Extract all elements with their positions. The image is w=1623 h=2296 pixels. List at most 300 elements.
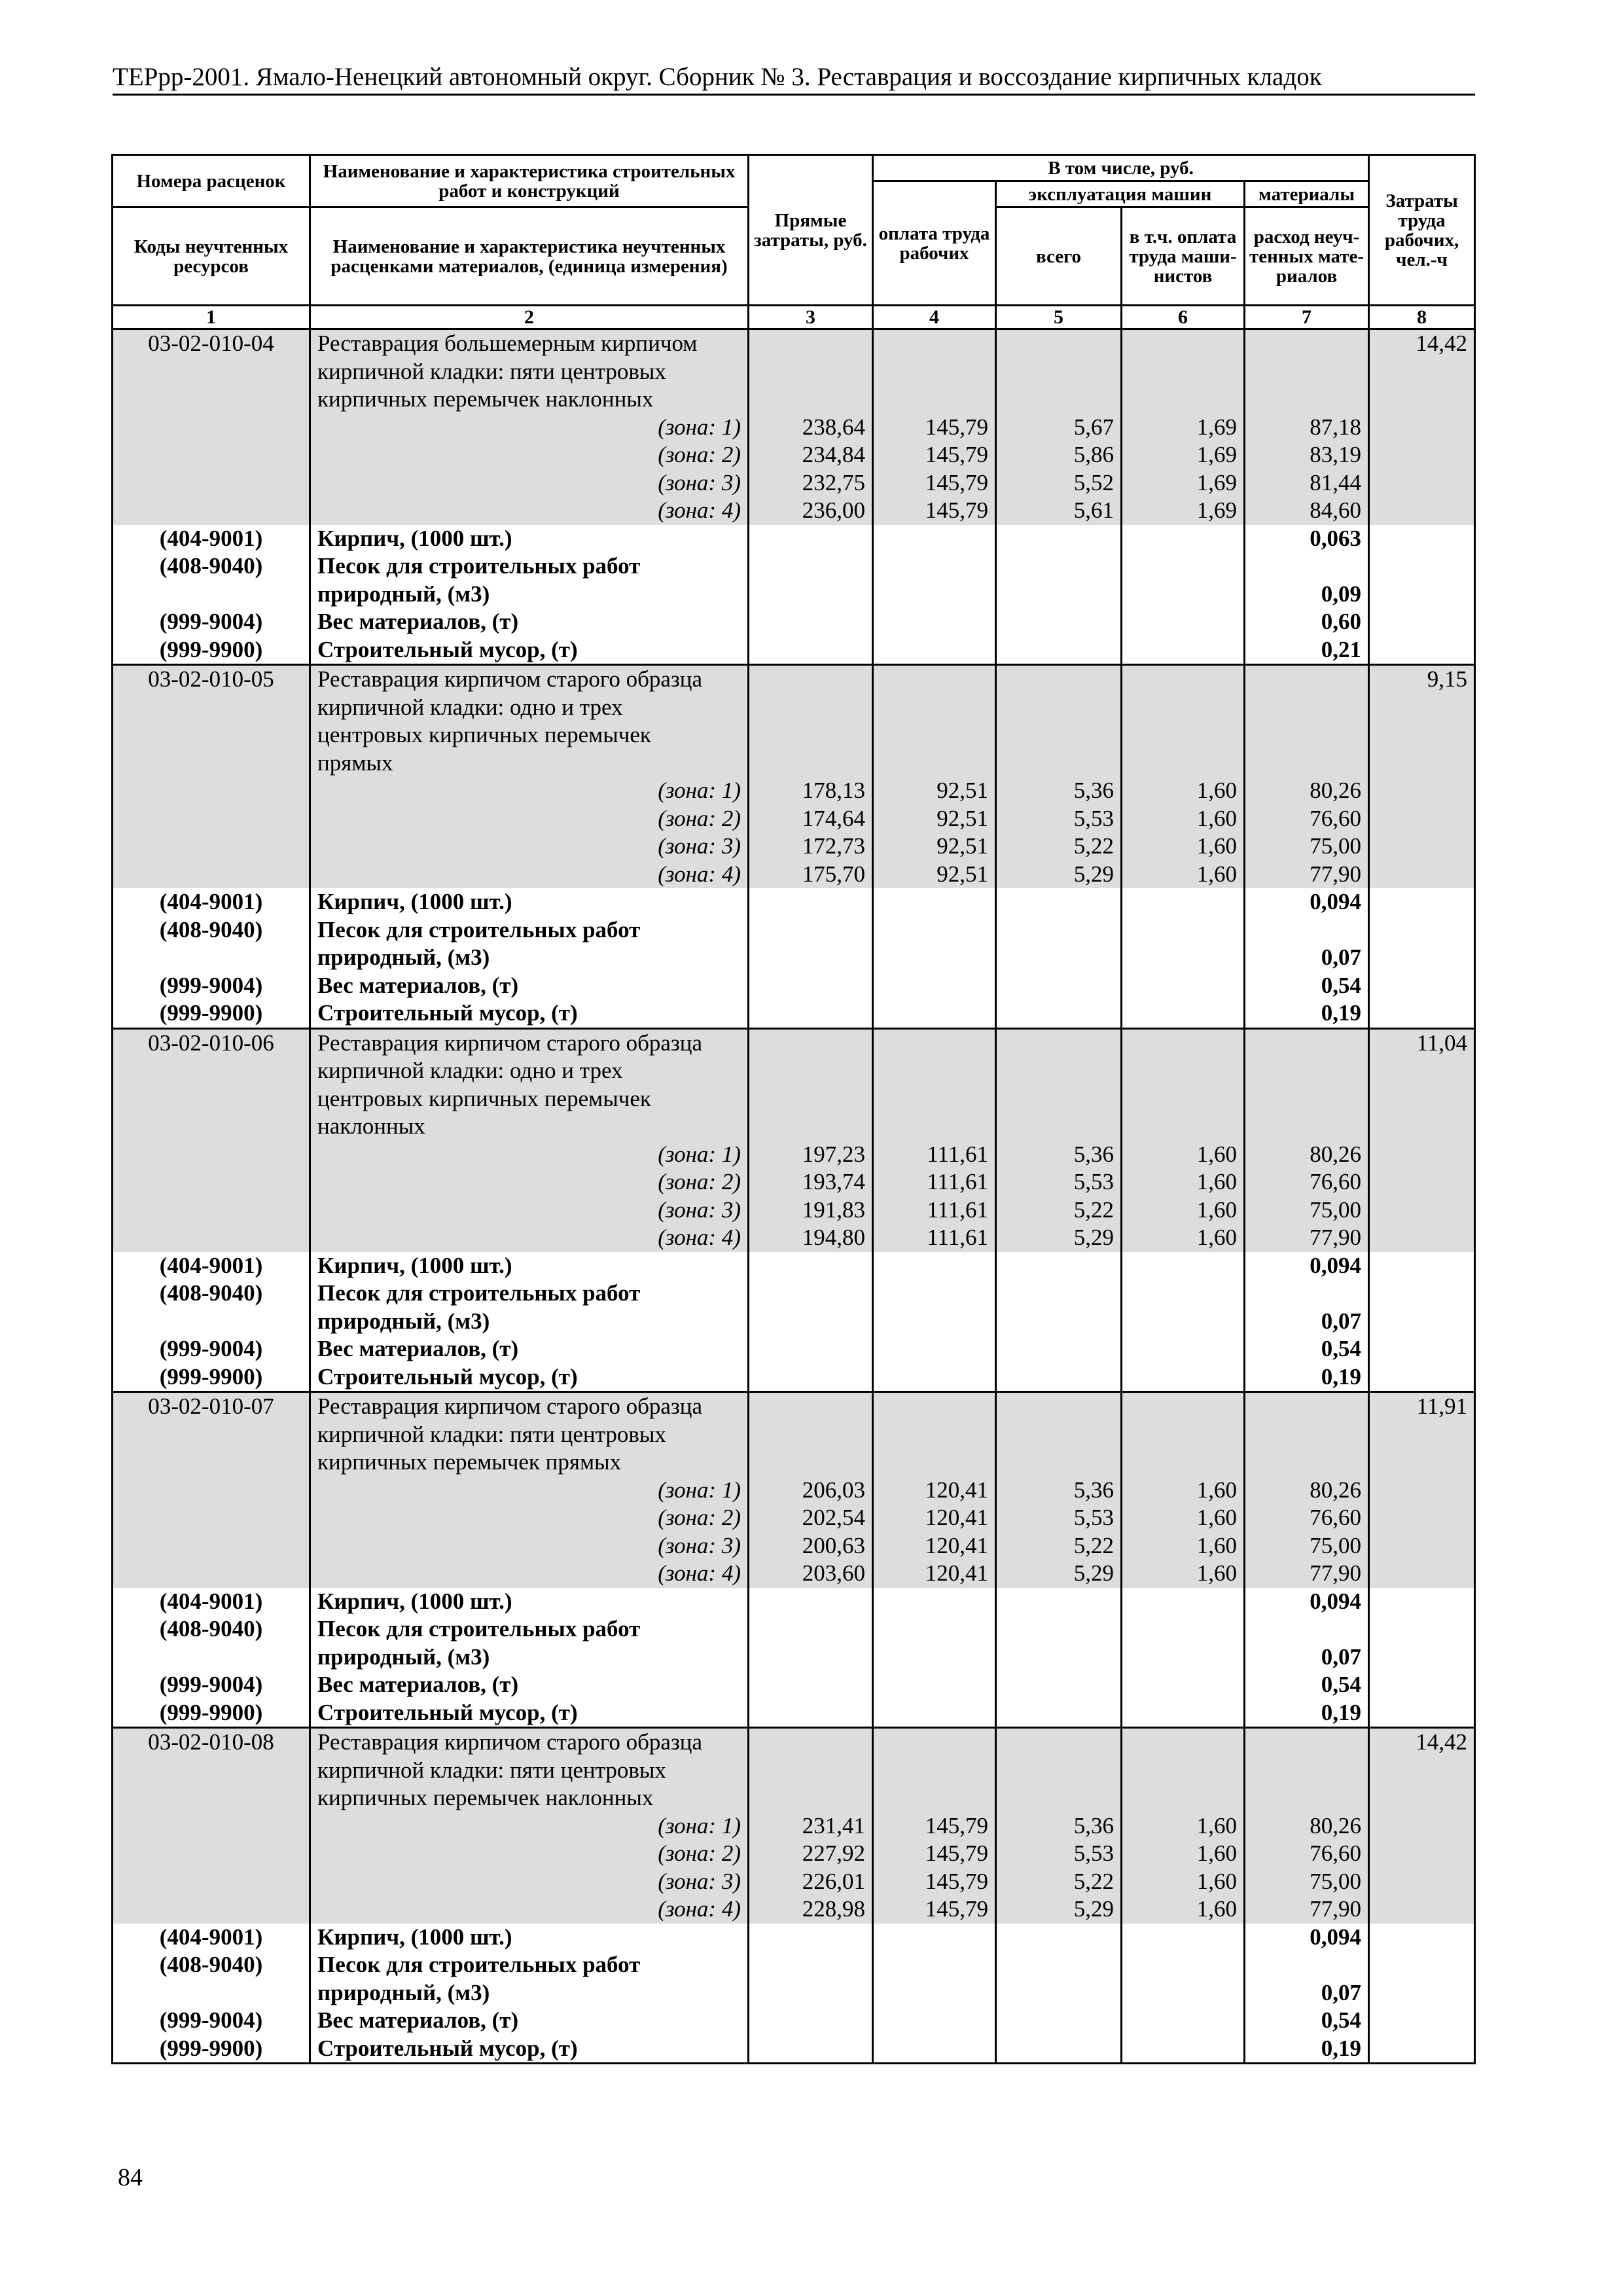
resource-name: Кирпич, (1000 шт.): [310, 1924, 749, 1952]
table-row: [113, 1308, 1475, 1336]
mach-wage-cell: [1122, 972, 1245, 1000]
table-row: [113, 916, 1475, 944]
table-row: [113, 1280, 1475, 1308]
mach-wage-cell: [1122, 2007, 1245, 2035]
wage-cell: [873, 1951, 996, 1979]
wage-cell: [873, 1363, 996, 1392]
table-row: [113, 1532, 1475, 1560]
wage-cell: 92,51: [873, 861, 996, 889]
direct-cost-cell: [749, 1028, 873, 1057]
wage-cell: 145,79: [873, 1868, 996, 1896]
zone-label: (зона: 1): [310, 1141, 749, 1169]
direct-cost-cell: 202,54: [749, 1504, 873, 1532]
direct-cost-cell: 174,64: [749, 805, 873, 833]
table-row: [113, 1421, 1475, 1449]
resource-code: (999-9900): [113, 999, 310, 1028]
rate-code: [113, 414, 310, 442]
materials-cell: 75,00: [1245, 1868, 1369, 1896]
rate-description: центровых кирпичных перемычек: [310, 721, 749, 749]
table-row: [113, 1560, 1475, 1588]
materials-cell: 83,19: [1245, 441, 1369, 469]
rate-code: [113, 694, 310, 722]
direct-cost-cell: 191,83: [749, 1196, 873, 1225]
materials-cell: [1245, 1085, 1369, 1113]
mach-wage-cell: [1122, 552, 1245, 581]
table-row: [113, 665, 1475, 694]
mach-wage-cell: 1,60: [1122, 1477, 1245, 1505]
labor-cost-cell: [1369, 1335, 1475, 1363]
labor-cost-cell: [1369, 414, 1475, 442]
labor-cost-cell: 11,91: [1369, 1392, 1475, 1421]
resource-qty: 0,19: [1245, 1363, 1369, 1392]
materials-cell: 75,00: [1245, 1532, 1369, 1560]
resource-code: (408-9040): [113, 1615, 310, 1643]
machines-cell: [996, 1699, 1122, 1728]
zone-label: (зона: 4): [310, 861, 749, 889]
rate-code: [113, 1560, 310, 1588]
labor-cost-cell: [1369, 1699, 1475, 1728]
machines-cell: [996, 1448, 1122, 1477]
rate-code: [113, 1840, 310, 1868]
direct-cost-cell: [749, 1784, 873, 1812]
resource-qty: [1245, 552, 1369, 581]
unaccounted-materials-header: расход неуч-тенных мате-риалов: [1245, 207, 1369, 306]
wage-cell: [873, 552, 996, 581]
labor-cost-cell: [1369, 777, 1475, 805]
labor-cost-cell: [1369, 581, 1475, 609]
resource-name: Вес материалов, (т): [310, 972, 749, 1000]
wage-cell: [873, 2007, 996, 2035]
mach-wage-cell: [1122, 694, 1245, 722]
machines-cell: [996, 888, 1122, 916]
materials-cell: 80,26: [1245, 1477, 1369, 1505]
labor-cost-cell: [1369, 1085, 1475, 1113]
resource-name: Строительный мусор, (т): [310, 1699, 749, 1728]
wage-cell: [873, 916, 996, 944]
machines-cell: 5,86: [996, 441, 1122, 469]
wage-cell: [873, 1308, 996, 1336]
rate-code: [113, 1868, 310, 1896]
resource-qty: 0,07: [1245, 944, 1369, 972]
mach-wage-cell: [1122, 358, 1245, 386]
machines-cell: [996, 1335, 1122, 1363]
mach-wage-cell: [1122, 1363, 1245, 1392]
machines-header: эксплуатация машин: [996, 181, 1245, 207]
wage-cell: [873, 721, 996, 749]
table-row: [113, 581, 1475, 609]
wage-cell: [873, 1057, 996, 1085]
materials-cell: 77,90: [1245, 861, 1369, 889]
rate-code: [113, 1057, 310, 1085]
wage-cell: 145,79: [873, 497, 996, 525]
resource-code: [113, 581, 310, 609]
labor-cost-cell: [1369, 1113, 1475, 1141]
labor-cost-cell: [1369, 749, 1475, 778]
materials-header: материалы: [1245, 181, 1369, 207]
zone-label: (зона: 3): [310, 1868, 749, 1896]
labor-cost-cell: [1369, 694, 1475, 722]
labor-cost-cell: [1369, 1532, 1475, 1560]
resource-qty: 0,54: [1245, 2007, 1369, 2035]
labor-cost-cell: [1369, 1141, 1475, 1169]
direct-cost-cell: [749, 1421, 873, 1449]
machines-cell: 5,22: [996, 1196, 1122, 1225]
mach-wage-cell: 1,60: [1122, 861, 1245, 889]
direct-cost-cell: [749, 749, 873, 778]
wage-cell: [873, 608, 996, 636]
mach-wage-cell: 1,60: [1122, 805, 1245, 833]
wage-cell: [873, 972, 996, 1000]
direct-cost-cell: 200,63: [749, 1532, 873, 1560]
labor-cost-cell: [1369, 888, 1475, 916]
labor-cost-cell: [1369, 358, 1475, 386]
col-number: 3: [749, 306, 873, 329]
table-row: [113, 414, 1475, 442]
machines-cell: 5,29: [996, 1895, 1122, 1924]
rate-description: наклонных: [310, 1113, 749, 1141]
mach-wage-cell: [1122, 1979, 1245, 2007]
mach-wage-cell: [1122, 1588, 1245, 1616]
mach-wage-cell: 1,60: [1122, 833, 1245, 861]
rate-description: прямых: [310, 749, 749, 778]
mach-wage-cell: [1122, 581, 1245, 609]
zone-label: (зона: 2): [310, 1168, 749, 1196]
direct-cost-cell: [749, 1335, 873, 1363]
rate-description: Реставрация кирпичом старого образца: [310, 665, 749, 694]
labor-cost-cell: [1369, 805, 1475, 833]
col1-top-header: Номера расценок: [113, 155, 310, 207]
rate-code: [113, 805, 310, 833]
rate-code: [113, 469, 310, 497]
labor-cost-cell: [1369, 1560, 1475, 1588]
labor-cost-cell: [1369, 1363, 1475, 1392]
labor-cost-cell: [1369, 1196, 1475, 1225]
table-row: [113, 1588, 1475, 1616]
resource-qty: 0,19: [1245, 1699, 1369, 1728]
direct-cost-cell: 203,60: [749, 1560, 873, 1588]
labor-cost-cell: [1369, 861, 1475, 889]
resource-name: Кирпич, (1000 шт.): [310, 525, 749, 553]
mach-wage-cell: 1,60: [1122, 1168, 1245, 1196]
labor-cost-cell: [1369, 441, 1475, 469]
direct-cost-cell: [749, 999, 873, 1028]
direct-cost-cell: [749, 358, 873, 386]
wage-cell: [873, 1728, 996, 1757]
rate-description: Реставрация кирпичом старого образца: [310, 1728, 749, 1757]
zone-label: (зона: 3): [310, 1532, 749, 1560]
resource-name: Вес материалов, (т): [310, 608, 749, 636]
machines-cell: [996, 1028, 1122, 1057]
labor-cost-cell: [1369, 721, 1475, 749]
wage-cell: 120,41: [873, 1560, 996, 1588]
resource-qty: 0,60: [1245, 608, 1369, 636]
table-row: [113, 1392, 1475, 1421]
table-row: [113, 1671, 1475, 1699]
zone-label: (зона: 1): [310, 1477, 749, 1505]
direct-cost-cell: [749, 1643, 873, 1672]
mach-wage-cell: [1122, 721, 1245, 749]
mach-wage-cell: 1,69: [1122, 469, 1245, 497]
wage-cell: [873, 694, 996, 722]
mach-total-header: всего: [996, 207, 1122, 306]
direct-cost-cell: [749, 721, 873, 749]
materials-cell: [1245, 1057, 1369, 1085]
machines-cell: [996, 1784, 1122, 1812]
wage-cell: [873, 999, 996, 1028]
machines-cell: [996, 1615, 1122, 1643]
materials-cell: 77,90: [1245, 1895, 1369, 1924]
resource-name: природный, (м3): [310, 1308, 749, 1336]
resource-code: (999-9900): [113, 636, 310, 665]
table-row: [113, 1448, 1475, 1477]
wage-cell: 120,41: [873, 1504, 996, 1532]
direct-cost-header: Прямые затраты, руб.: [749, 155, 873, 306]
resource-qty: 0,09: [1245, 581, 1369, 609]
machines-cell: [996, 386, 1122, 414]
wage-cell: 145,79: [873, 441, 996, 469]
mach-wage-cell: [1122, 1924, 1245, 1952]
table-row: [113, 777, 1475, 805]
machines-cell: 5,29: [996, 1224, 1122, 1252]
wage-cell: [873, 1979, 996, 2007]
mach-wage-cell: [1122, 1335, 1245, 1363]
resource-name: Вес материалов, (т): [310, 2007, 749, 2035]
resource-name: Песок для строительных работ: [310, 552, 749, 581]
machines-cell: [996, 972, 1122, 1000]
mach-wage-cell: [1122, 749, 1245, 778]
labor-cost-cell: [1369, 497, 1475, 525]
rate-description: кирпичной кладки: пяти центровых: [310, 1421, 749, 1449]
wage-cell: 92,51: [873, 777, 996, 805]
table-row: [113, 1477, 1475, 1505]
rate-description: кирпичных перемычек наклонных: [310, 1784, 749, 1812]
resource-qty: 0,54: [1245, 1335, 1369, 1363]
resource-name: природный, (м3): [310, 581, 749, 609]
table-row: [113, 1895, 1475, 1924]
mach-wage-cell: [1122, 1757, 1245, 1785]
wage-cell: 145,79: [873, 1812, 996, 1840]
wage-header: оплата труда рабочих: [873, 181, 996, 306]
direct-cost-cell: [749, 1699, 873, 1728]
labor-cost-cell: [1369, 2035, 1475, 2064]
wage-cell: [873, 386, 996, 414]
labor-cost-cell: 14,42: [1369, 329, 1475, 358]
zone-label: (зона: 1): [310, 414, 749, 442]
direct-cost-cell: 206,03: [749, 1477, 873, 1505]
wage-cell: 145,79: [873, 1840, 996, 1868]
labor-cost-cell: [1369, 1588, 1475, 1616]
mach-wage-cell: [1122, 1784, 1245, 1812]
resource-code: (999-9004): [113, 2007, 310, 2035]
table-row: [113, 861, 1475, 889]
rate-block: [113, 329, 1475, 665]
machines-cell: 5,36: [996, 1477, 1122, 1505]
mach-wage-cell: 1,69: [1122, 414, 1245, 442]
direct-cost-cell: [749, 1728, 873, 1757]
col-number: 6: [1122, 306, 1245, 329]
labor-cost-cell: [1369, 916, 1475, 944]
rate-code: [113, 721, 310, 749]
machines-cell: [996, 944, 1122, 972]
rate-description: центровых кирпичных перемычек: [310, 1085, 749, 1113]
resource-name: Песок для строительных работ: [310, 1951, 749, 1979]
wage-cell: 111,61: [873, 1168, 996, 1196]
resource-name: природный, (м3): [310, 944, 749, 972]
rate-code: [113, 1504, 310, 1532]
materials-cell: 76,60: [1245, 1840, 1369, 1868]
direct-cost-cell: [749, 665, 873, 694]
resource-name: природный, (м3): [310, 1643, 749, 1672]
labor-cost-cell: [1369, 833, 1475, 861]
materials-cell: [1245, 694, 1369, 722]
mach-wage-cell: [1122, 1951, 1245, 1979]
resource-code: (408-9040): [113, 1951, 310, 1979]
resource-code: [113, 1643, 310, 1672]
direct-cost-cell: [749, 1671, 873, 1699]
labor-cost-cell: [1369, 1421, 1475, 1449]
direct-cost-cell: [749, 694, 873, 722]
resource-qty: 0,54: [1245, 972, 1369, 1000]
labor-cost-cell: [1369, 944, 1475, 972]
labor-cost-cell: [1369, 1504, 1475, 1532]
machines-cell: [996, 636, 1122, 665]
materials-cell: 80,26: [1245, 1141, 1369, 1169]
table-row: [113, 469, 1475, 497]
table-row: [113, 749, 1475, 778]
resource-name: Кирпич, (1000 шт.): [310, 888, 749, 916]
rate-code: 03-02-010-04: [113, 329, 310, 358]
mach-wage-cell: [1122, 1699, 1245, 1728]
wage-cell: [873, 1252, 996, 1280]
wage-cell: [873, 1392, 996, 1421]
wage-cell: 111,61: [873, 1141, 996, 1169]
rate-code: [113, 1168, 310, 1196]
wage-cell: [873, 525, 996, 553]
machines-cell: [996, 608, 1122, 636]
wage-cell: [873, 1448, 996, 1477]
zone-label: (зона: 3): [310, 1196, 749, 1225]
direct-cost-cell: [749, 916, 873, 944]
mach-wage-cell: [1122, 608, 1245, 636]
materials-cell: [1245, 1757, 1369, 1785]
materials-cell: 77,90: [1245, 1560, 1369, 1588]
table-row: [113, 1840, 1475, 1868]
direct-cost-cell: [749, 944, 873, 972]
mach-wage-cell: [1122, 1252, 1245, 1280]
rate-description: кирпичных перемычек прямых: [310, 1448, 749, 1477]
direct-cost-cell: 236,00: [749, 497, 873, 525]
machines-cell: [996, 1979, 1122, 2007]
resource-qty: 0,094: [1245, 1252, 1369, 1280]
table-row: [113, 1113, 1475, 1141]
labor-cost-cell: [1369, 1812, 1475, 1840]
rate-code: [113, 1757, 310, 1785]
resource-qty: [1245, 1951, 1369, 1979]
table-row: [113, 525, 1475, 553]
materials-cell: [1245, 1784, 1369, 1812]
mach-wage-cell: [1122, 1280, 1245, 1308]
table-row: [113, 1951, 1475, 1979]
wage-cell: [873, 2035, 996, 2064]
rate-description: кирпичной кладки: пяти центровых: [310, 1757, 749, 1785]
wage-cell: 92,51: [873, 805, 996, 833]
direct-cost-cell: [749, 1113, 873, 1141]
wage-cell: [873, 1085, 996, 1113]
resource-name: Кирпич, (1000 шт.): [310, 1252, 749, 1280]
resource-name: Песок для строительных работ: [310, 1615, 749, 1643]
wage-cell: 111,61: [873, 1196, 996, 1225]
mach-wage-cell: [1122, 1421, 1245, 1449]
wage-cell: 120,41: [873, 1477, 996, 1505]
table-row: [113, 2007, 1475, 2035]
machines-cell: [996, 1924, 1122, 1952]
rate-code: [113, 861, 310, 889]
resource-qty: 0,07: [1245, 1979, 1369, 2007]
machines-cell: [996, 694, 1122, 722]
rate-code: [113, 1085, 310, 1113]
machines-cell: [996, 721, 1122, 749]
resource-qty: 0,19: [1245, 999, 1369, 1028]
table-row: [113, 1028, 1475, 1057]
table-row: [113, 888, 1475, 916]
labor-cost-cell: [1369, 1671, 1475, 1699]
direct-cost-cell: [749, 636, 873, 665]
resource-qty: 0,094: [1245, 888, 1369, 916]
mach-wage-cell: 1,60: [1122, 1196, 1245, 1225]
rate-code: [113, 1196, 310, 1225]
table-row: [113, 1924, 1475, 1952]
table-row: [113, 1224, 1475, 1252]
rate-description: кирпичной кладки: одно и трех: [310, 1057, 749, 1085]
materials-cell: [1245, 1113, 1369, 1141]
table-row: [113, 1504, 1475, 1532]
mach-wage-cell: 1,60: [1122, 1840, 1245, 1868]
materials-cell: 80,26: [1245, 777, 1369, 805]
wage-cell: [873, 1699, 996, 1728]
table-row: [113, 833, 1475, 861]
resource-qty: 0,07: [1245, 1308, 1369, 1336]
direct-cost-cell: [749, 329, 873, 358]
materials-cell: [1245, 1421, 1369, 1449]
labor-cost-cell: [1369, 1224, 1475, 1252]
wage-cell: 111,61: [873, 1224, 996, 1252]
table-row: [113, 1168, 1475, 1196]
zone-label: (зона: 2): [310, 1504, 749, 1532]
wage-cell: [873, 1113, 996, 1141]
resource-code: (999-9004): [113, 608, 310, 636]
direct-cost-cell: [749, 1615, 873, 1643]
wage-cell: [873, 1757, 996, 1785]
mach-wage-cell: 1,69: [1122, 497, 1245, 525]
table-row: [113, 1085, 1475, 1113]
materials-cell: 84,60: [1245, 497, 1369, 525]
zone-label: (зона: 2): [310, 441, 749, 469]
table-row: [113, 694, 1475, 722]
direct-cost-cell: 226,01: [749, 1868, 873, 1896]
resource-name: Песок для строительных работ: [310, 1280, 749, 1308]
mach-wage-cell: [1122, 1308, 1245, 1336]
machines-cell: [996, 1113, 1122, 1141]
wage-cell: [873, 1671, 996, 1699]
machines-cell: [996, 2035, 1122, 2064]
labor-cost-cell: [1369, 1252, 1475, 1280]
zone-label: (зона: 4): [310, 1224, 749, 1252]
table-row: [113, 1979, 1475, 2007]
labor-cost-cell: [1369, 1924, 1475, 1952]
resource-code: (999-9004): [113, 1335, 310, 1363]
rate-description: Реставрация большемерным кирпичом: [310, 329, 749, 358]
table-row: [113, 1196, 1475, 1225]
